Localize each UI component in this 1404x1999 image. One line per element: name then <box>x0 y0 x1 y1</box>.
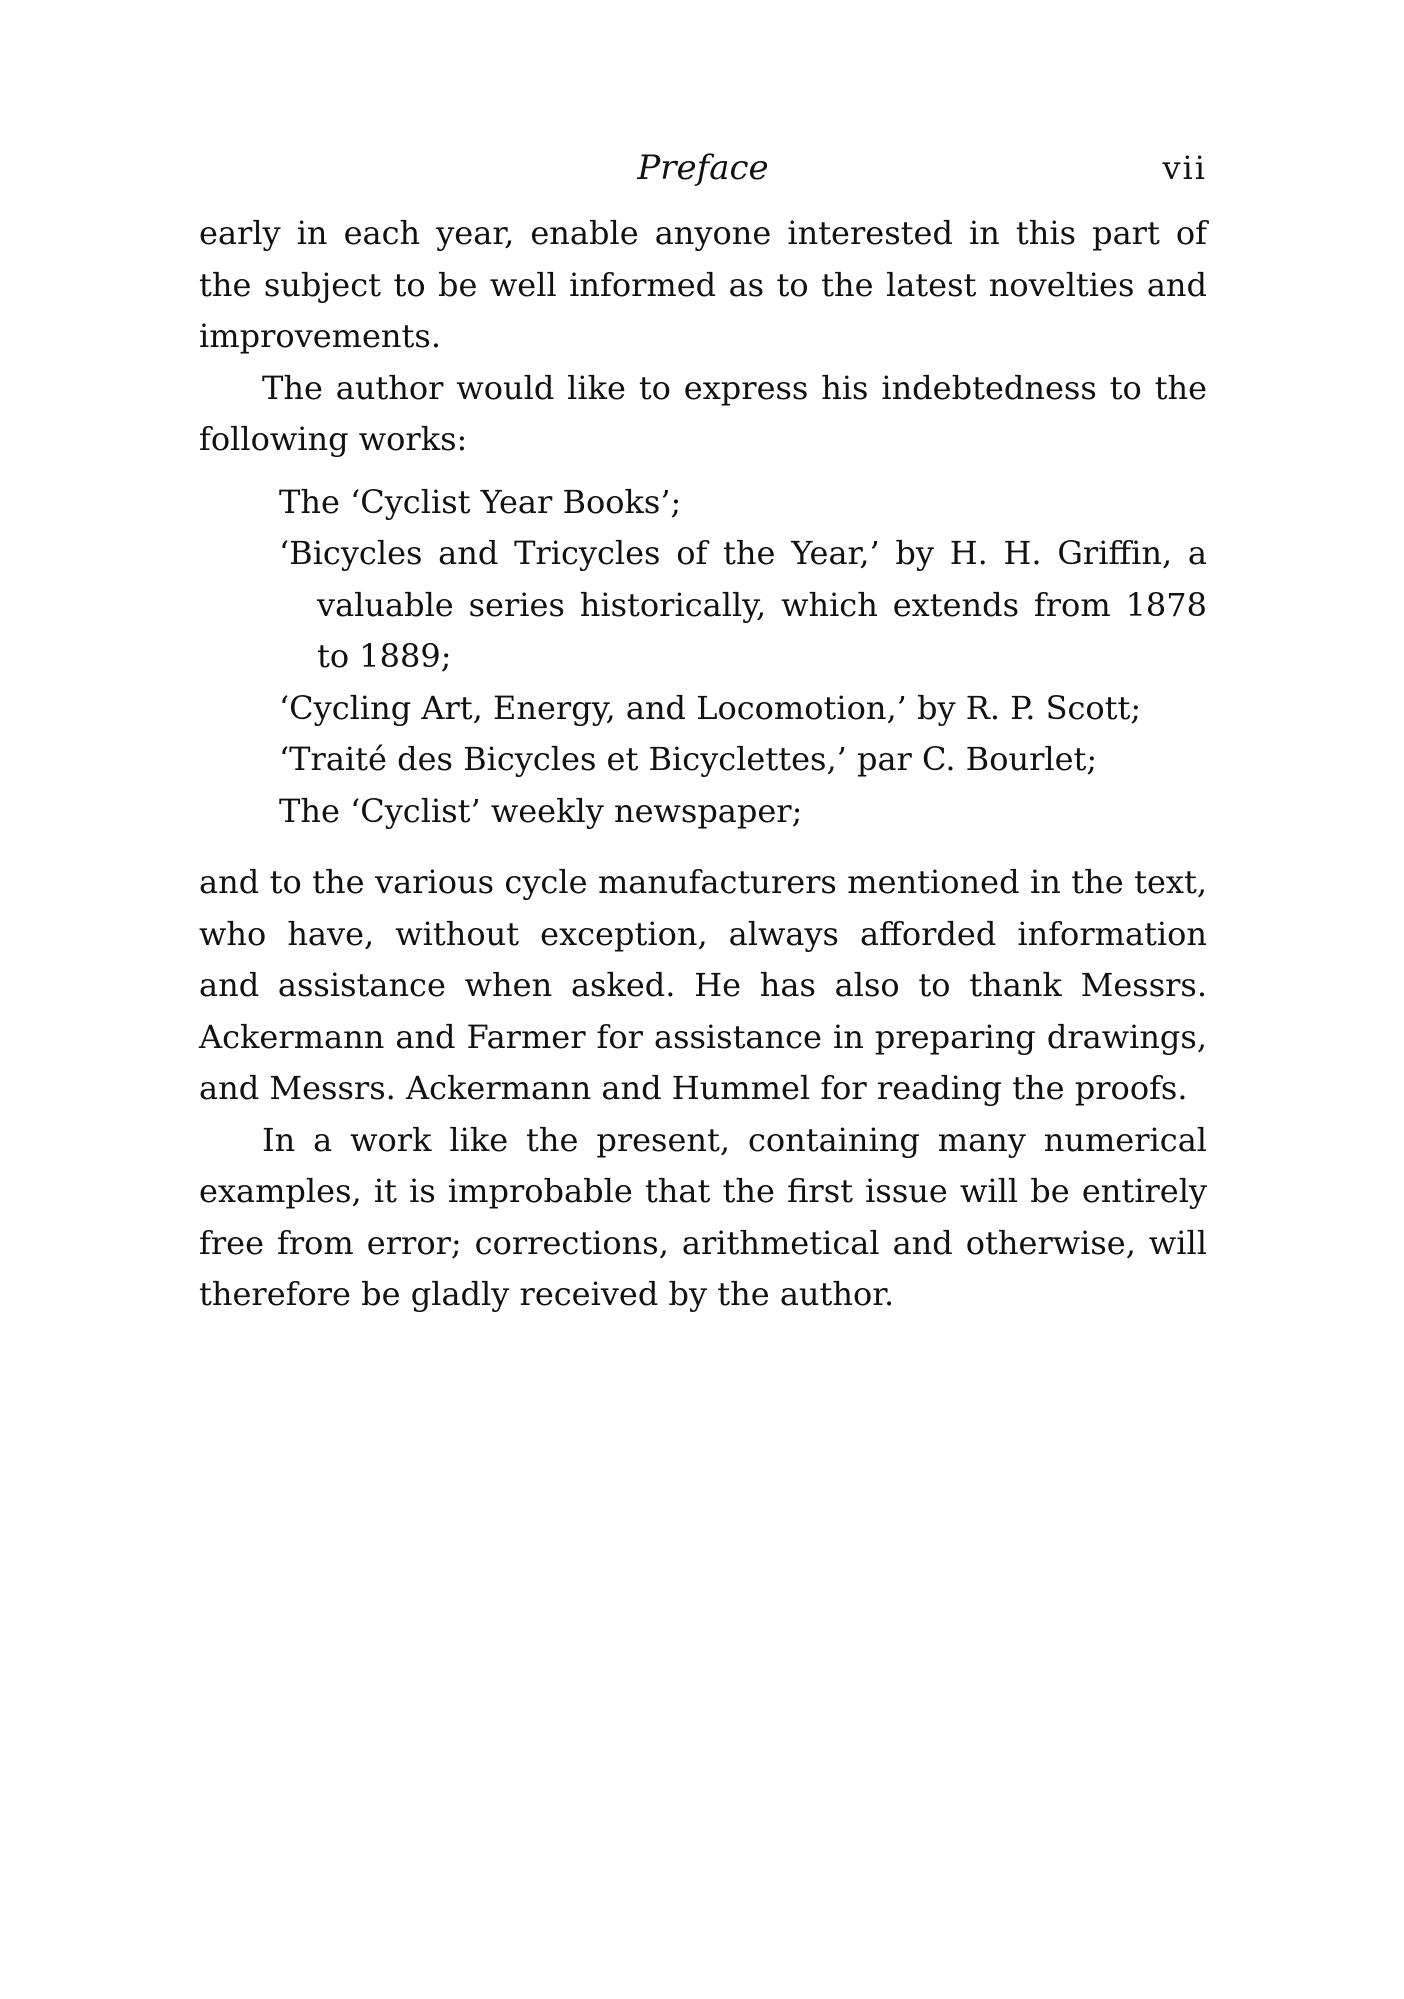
running-title: Preface <box>637 148 769 188</box>
works-list-item: The ‘Cyclist’ weekly newspaper; <box>279 791 803 830</box>
page-number: vii <box>1162 149 1207 187</box>
works-list-item: ‘Cycling Art, Energy, and Locomotion,’ by R. P. Scott; <box>279 688 1142 727</box>
running-head <box>199 138 1207 198</box>
works-list-item: ‘Bicycles and Tricycles of the Year,’ by H. H. Griffin, a valuable series historically, which extends from 1878 to 1889; <box>279 534 1207 675</box>
works-list-item: ‘Traité des Bicycles et Bicyclettes,’ par C. Bourlet; <box>279 740 1098 778</box>
paragraph-indebtedness: The author would like to express his indebtedness to the following works: <box>199 368 1207 458</box>
paragraph-errata: In a work like the present, containing many numerical examples, it is improbable that the first issue will be entirely free from error; corrections, arithmetical and otherwise, will therefore be gladly received by the author. <box>199 1120 1207 1313</box>
works-list-item: The ‘Cyclist Year Books’; <box>279 482 682 521</box>
paragraph-acknowledgements: and to the various cycle manufacturers mentioned in the text, who have, without exception, always afforded information and assistance when asked. He has also to thank Messrs. Ackermann and Farmer for assistance in preparing drawings, and Messrs. Ackermann and Hummel for reading the proofs. <box>199 863 1207 1107</box>
body-text <box>199 208 1207 1321</box>
paragraph-continued: early in each year, enable anyone interested in this part of the subject to be well informed as to the latest novelties and improvements. <box>199 214 1207 355</box>
works-list <box>199 477 1207 838</box>
